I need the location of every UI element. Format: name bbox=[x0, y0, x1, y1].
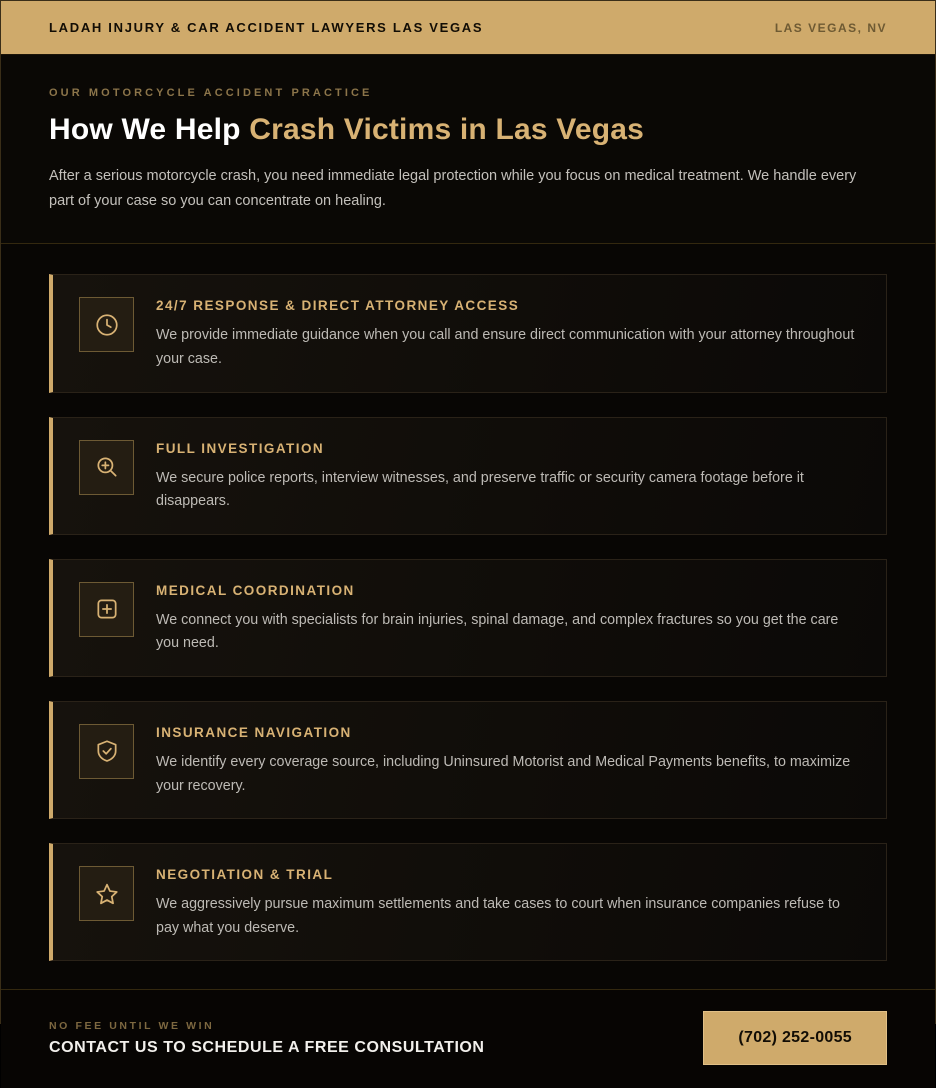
practice-list bbox=[1, 244, 935, 989]
medical-cross-icon bbox=[79, 582, 134, 637]
card-text: We secure police reports, interview witnesses, and preserve traffic or security camera footage before it disappears. bbox=[156, 469, 804, 510]
headline-lead: How We Help bbox=[49, 113, 250, 146]
cta-title: CONTACT US TO SCHEDULE A FREE CONSULTATION bbox=[49, 1038, 485, 1056]
practice-card[interactable] bbox=[49, 417, 887, 535]
cta-footer bbox=[1, 989, 935, 1088]
cta-kicker: NO FEE UNTIL WE WIN bbox=[49, 1019, 215, 1032]
practice-card[interactable] bbox=[49, 559, 887, 677]
site-header bbox=[1, 1, 935, 55]
card-body bbox=[156, 580, 864, 656]
practice-card[interactable] bbox=[49, 274, 887, 392]
card-body bbox=[156, 864, 864, 940]
card-title: INSURANCE NAVIGATION bbox=[156, 724, 352, 740]
card-title: 24/7 RESPONSE & DIRECT ATTORNEY ACCESS bbox=[156, 298, 520, 314]
card-title: MEDICAL COORDINATION bbox=[156, 582, 355, 598]
shield-check-icon bbox=[79, 724, 134, 779]
card-body bbox=[156, 722, 864, 798]
hero-eyebrow: OUR MOTORCYCLE ACCIDENT PRACTICE bbox=[49, 87, 373, 99]
card-title: FULL INVESTIGATION bbox=[156, 440, 325, 456]
clock-icon bbox=[79, 297, 134, 352]
star-icon bbox=[79, 866, 134, 921]
hero-description: After a serious motorcycle crash, you need immediate legal protection while you focus on medical treatment. We handle every part of your case so you can concentrate on healing. bbox=[49, 167, 857, 209]
card-title: NEGOTIATION & TRIAL bbox=[156, 867, 334, 883]
practice-card[interactable] bbox=[49, 843, 887, 961]
magnifier-plus-icon bbox=[79, 440, 134, 495]
hero-section bbox=[1, 55, 935, 244]
card-text: We identify every coverage source, including Uninsured Motorist and Medical Payments benefits, to maximize your recovery. bbox=[156, 753, 851, 794]
headline-accent: Crash Victims in Las Vegas bbox=[249, 113, 645, 146]
brand-title: LADAH INJURY & CAR ACCIDENT LAWYERS LAS VEGAS bbox=[49, 20, 484, 35]
page-title bbox=[49, 113, 887, 147]
card-body bbox=[156, 438, 864, 514]
practice-card[interactable] bbox=[49, 701, 887, 819]
card-text: We aggressively pursue maximum settlements and take cases to court when insurance companies refuse to pay what you deserve. bbox=[156, 896, 840, 936]
card-text: We provide immediate guidance when you call and ensure direct communication with your attorney throughout your case. bbox=[156, 327, 855, 368]
card-text: We connect you with specialists for brain injuries, spinal damage, and complex fractures so you get the care you need. bbox=[156, 611, 839, 652]
phone-call-button[interactable]: (702) 252-0055 bbox=[703, 1011, 887, 1065]
cta-text-group bbox=[49, 1020, 485, 1057]
card-body bbox=[156, 295, 864, 371]
location-label: LAS VEGAS, NV bbox=[774, 20, 887, 35]
